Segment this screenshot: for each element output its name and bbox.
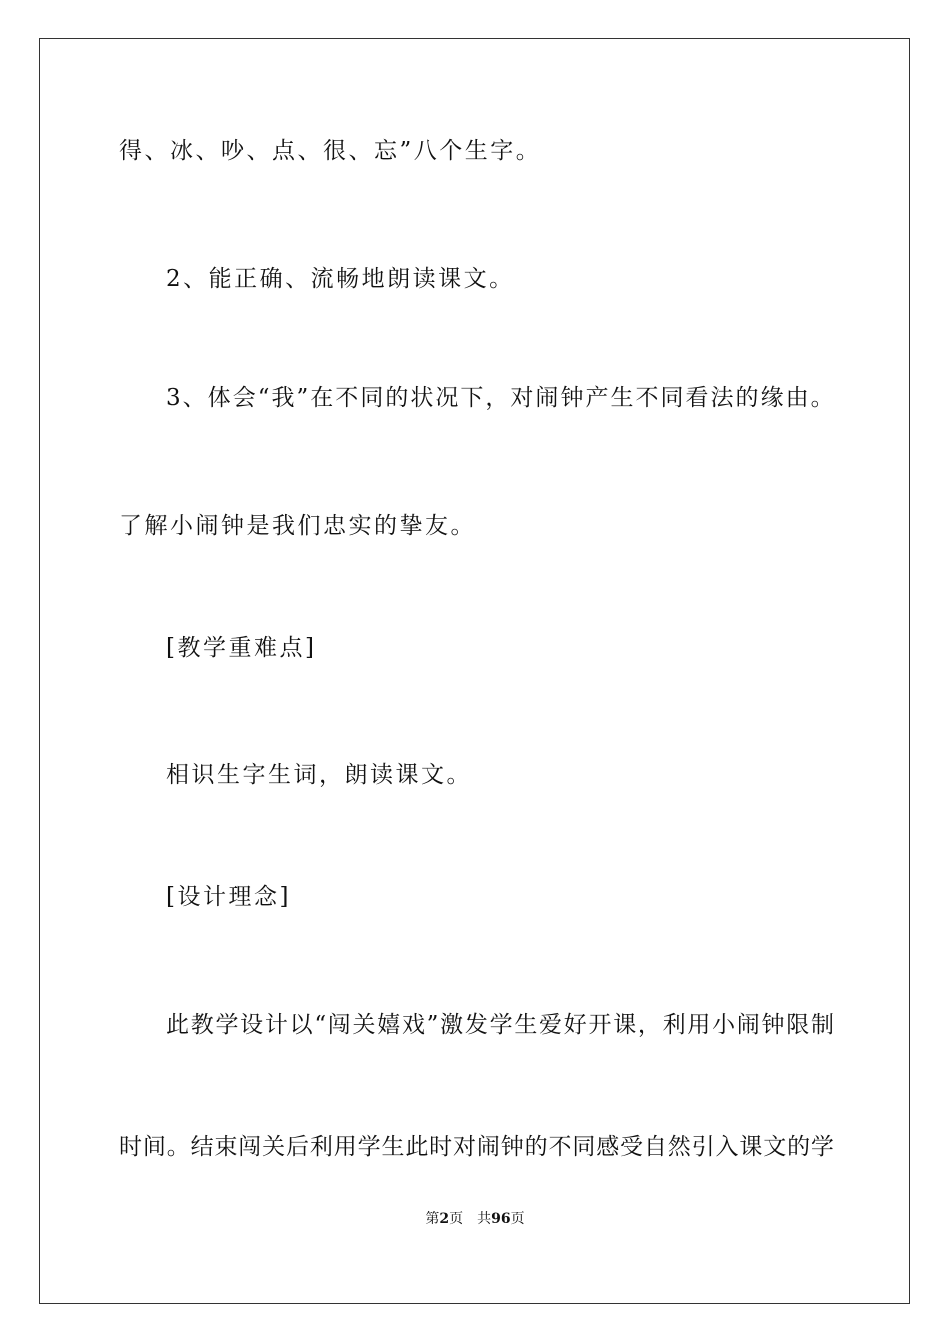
paragraph-line: 相识生字生词，朗读课文。 <box>166 762 472 788</box>
footer-page-prefix: 第 <box>425 1211 440 1227</box>
footer-total-number: 96 <box>491 1211 511 1227</box>
footer-total-prefix: 共 <box>477 1211 492 1227</box>
footer-page-suffix: 页 <box>449 1211 464 1227</box>
section-heading: [教学重难点] <box>166 635 317 661</box>
section-heading: [设计理念] <box>166 884 291 910</box>
paragraph-line: 得、冰、吵、点、很、忘”八个生字。 <box>119 138 542 164</box>
paragraph-line-justified: 3 、 体 会 “ 我 ” 在 不 同 的 状 况 下 ， 对 闹 钟 产 生 不 同 看 法 的 缘 由 。 <box>166 385 834 411</box>
paragraph-line: 了解小闹钟是我们忠实的挚友。 <box>119 513 476 539</box>
page-footer <box>0 1209 950 1229</box>
footer-total-suffix: 页 <box>510 1211 525 1227</box>
footer-page-number: 2 <box>439 1211 450 1227</box>
paragraph-line: 2、能正确、流畅地朗读课文。 <box>166 266 515 292</box>
paragraph-line-justified: 时 间 。 结 束 闯 关 后 利 用 学 生 此 时 对 闹 钟 的 不 同 感 受 自 然 引 入 课 文 的 学 <box>119 1134 834 1160</box>
page-frame <box>39 38 910 1304</box>
paragraph-line-justified: 此 教 学 设 计 以 “ 闯 关 嬉 戏 ” 激 发 学 生 爱 好 开 课 ， 利 用 小 闹 钟 限 制 <box>166 1012 834 1038</box>
